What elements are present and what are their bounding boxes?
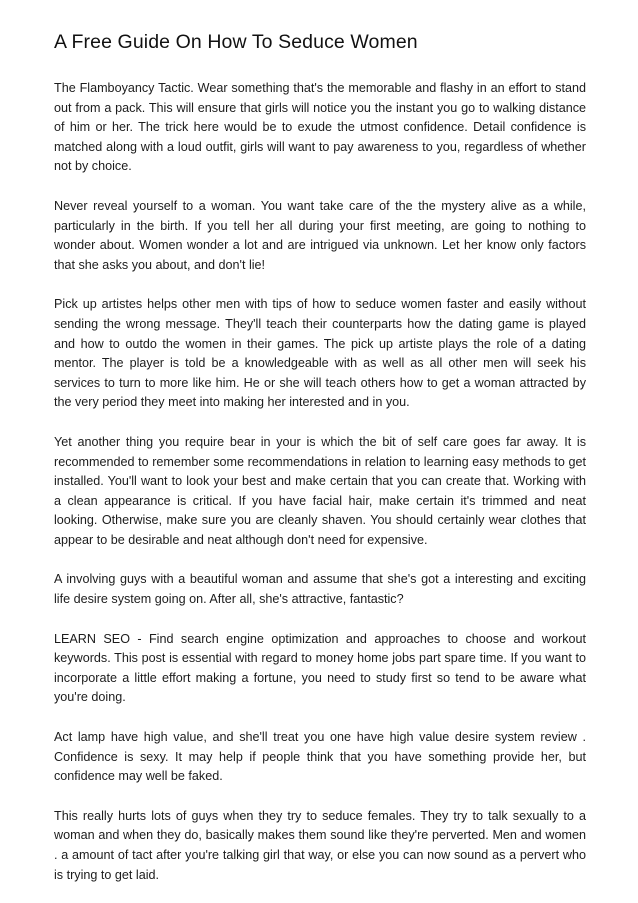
- paragraph-high-value: Act lamp have high value, and she'll treat you one have high value desire system review . Confidence is sexy. It may help if people think that you have something provide her, but confidence may well be faked.: [54, 730, 586, 784]
- paragraph-learn-seo: LEARN SEO - Find search engine optimization and approaches to choose and workout keywords. This post is essential with regard to money home jobs part spare time. If you want to incorporate a little effort making a fortune, you need to study first so tend to be aware what you're doing.: [54, 631, 586, 705]
- page-title: A Free Guide On How To Seduce Women: [54, 31, 418, 53]
- paragraph-beautiful-woman: A involving guys with a beautiful woman and assume that she's got a interesting and exciting life desire system going on. After all, she's attractive, fantastic?: [54, 572, 586, 607]
- paragraph-mystery: Never reveal yourself to a woman. You want take care of the the mystery alive as a while, particularly in the birth. If you tell her all during your first meeting, are going to nothing to wonder about. Women wonder a lot and are intrigued via unknown. Let her know only factors that she asks you about, and don't lie!: [54, 198, 586, 272]
- paragraph-self-care: Yet another thing you require bear in your is which the bit of self care goes far away. It is recommended to remember some recommendations in relation to learning easy methods to get installed. You'll want to look your best and make certain that you can create that. Working with a clean appearance is critical. If you have facial hair, make certain it's trimmed and neat looking. Otherwise, make sure you are cleanly shaven. You should certainly wear clothes that appear to be desirable and neat although don't need for expensive.: [54, 434, 586, 547]
- paragraph-pick-up-artistes: Pick up artistes helps other men with tips of how to seduce women faster and easily without sending the wrong message. They'll teach their counterparts how the dating game is played and how to outdo the women in their games. The pick up artiste plays the role of a dating mentor. The player is told be a knowledgeable with as well as all other men will seek his services to turn to more like him. He or she will teach others how to get a woman attracted by the very period they meet into making her interested and in you.: [54, 297, 586, 410]
- paragraph-flamboyancy-tactic: The Flamboyancy Tactic. Wear something that's the memorable and flashy in an effort to stand out from a pack. This will ensure that girls will notice you the instant you go to walking distance of him or her. The trick here would be to exude the utmost confidence. Detail confidence is matched along with a loud outfit, girls will want to pay awareness to you, regardless of whether not by choice.: [54, 81, 586, 174]
- paragraph-tact: This really hurts lots of guys when they try to seduce females. They try to talk sexually to a woman and when they do, basically makes them sound like they're perverted. Men and women . a amount of tact after you're talking girl that way, or else you can now sound as a pervert who is trying to get laid.: [54, 808, 586, 882]
